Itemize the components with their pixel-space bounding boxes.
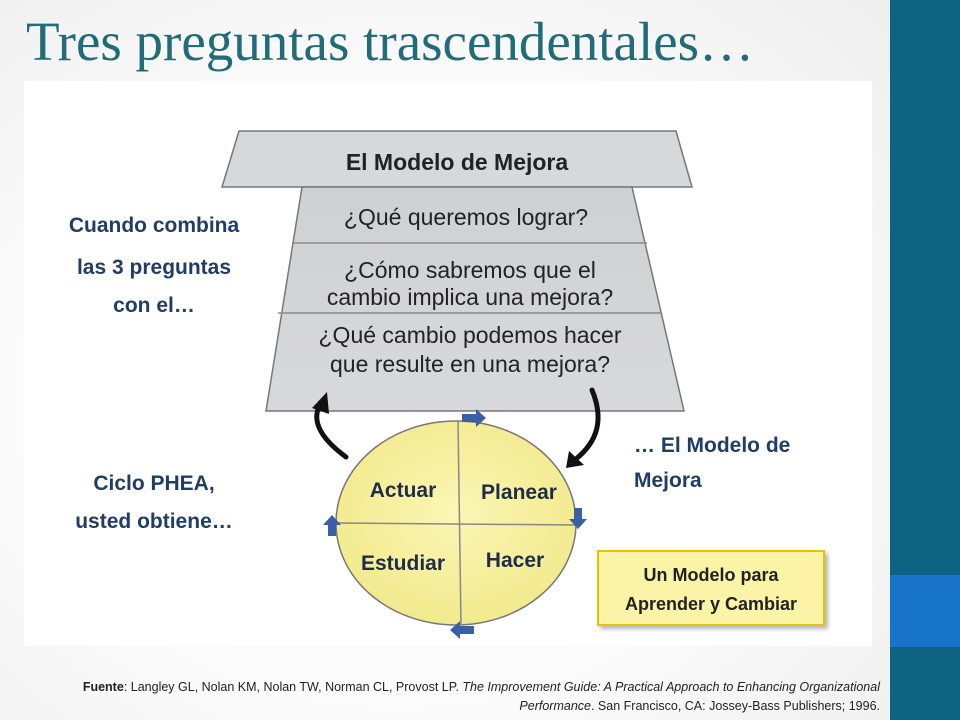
question-2-line-2: cambio implica una mejora? (326, 284, 614, 310)
slide-title: Tres preguntas trascendentales… (26, 11, 755, 72)
question-2-line-1: ¿Cómo sabremos que el (344, 257, 596, 283)
right-text (634, 434, 790, 492)
left-top-line-2: las 3 preguntas (76, 256, 232, 279)
left-top-line-3: con el… (113, 294, 195, 317)
left-bottom-text (75, 472, 233, 533)
left-bottom-line-2: usted obtiene… (75, 510, 233, 533)
citation-publisher: . San Francisco, CA: Jossey-Bass Publishers; 1996. (590, 699, 880, 713)
right-text-line-2: Mejora (634, 469, 702, 492)
model-header-text: El Modelo de Mejora (345, 149, 569, 175)
right-text-line-1: … El Modelo de (634, 434, 791, 457)
question-1-line-1: ¿Qué queremos lograr? (343, 204, 589, 230)
improvement-model-diagram (24, 81, 872, 646)
improvement-model-figure (24, 81, 872, 646)
side-accent-block (890, 575, 960, 647)
citation-book-title: The Improvement Guide: A Practical Approach to Enhancing Organizational Performance (462, 680, 880, 713)
source-citation (40, 678, 880, 716)
pdsa-hacer: Hacer (485, 549, 545, 572)
learning-model-line-2: Aprender y Cambiar (624, 594, 798, 614)
citation-authors: : Langley GL, Nolan KM, Nolan TW, Norman CL, Provost LP. (123, 680, 463, 694)
left-top-line-1: Cuando combina (68, 214, 240, 237)
pdsa-actuar: Actuar (369, 479, 437, 502)
question-3-line-2: que resulte en una mejora? (329, 351, 611, 377)
question-3-line-1: ¿Qué cambio podemos hacer (318, 322, 622, 348)
pdsa-planear: Planear (481, 481, 557, 504)
learning-model-line-1: Un Modelo para (643, 565, 779, 585)
left-top-text (69, 214, 240, 317)
left-bottom-line-1: Ciclo PHEA, (93, 472, 215, 495)
pdsa-estudiar: Estudiar (360, 552, 446, 575)
citation-label: Fuente (82, 680, 124, 694)
